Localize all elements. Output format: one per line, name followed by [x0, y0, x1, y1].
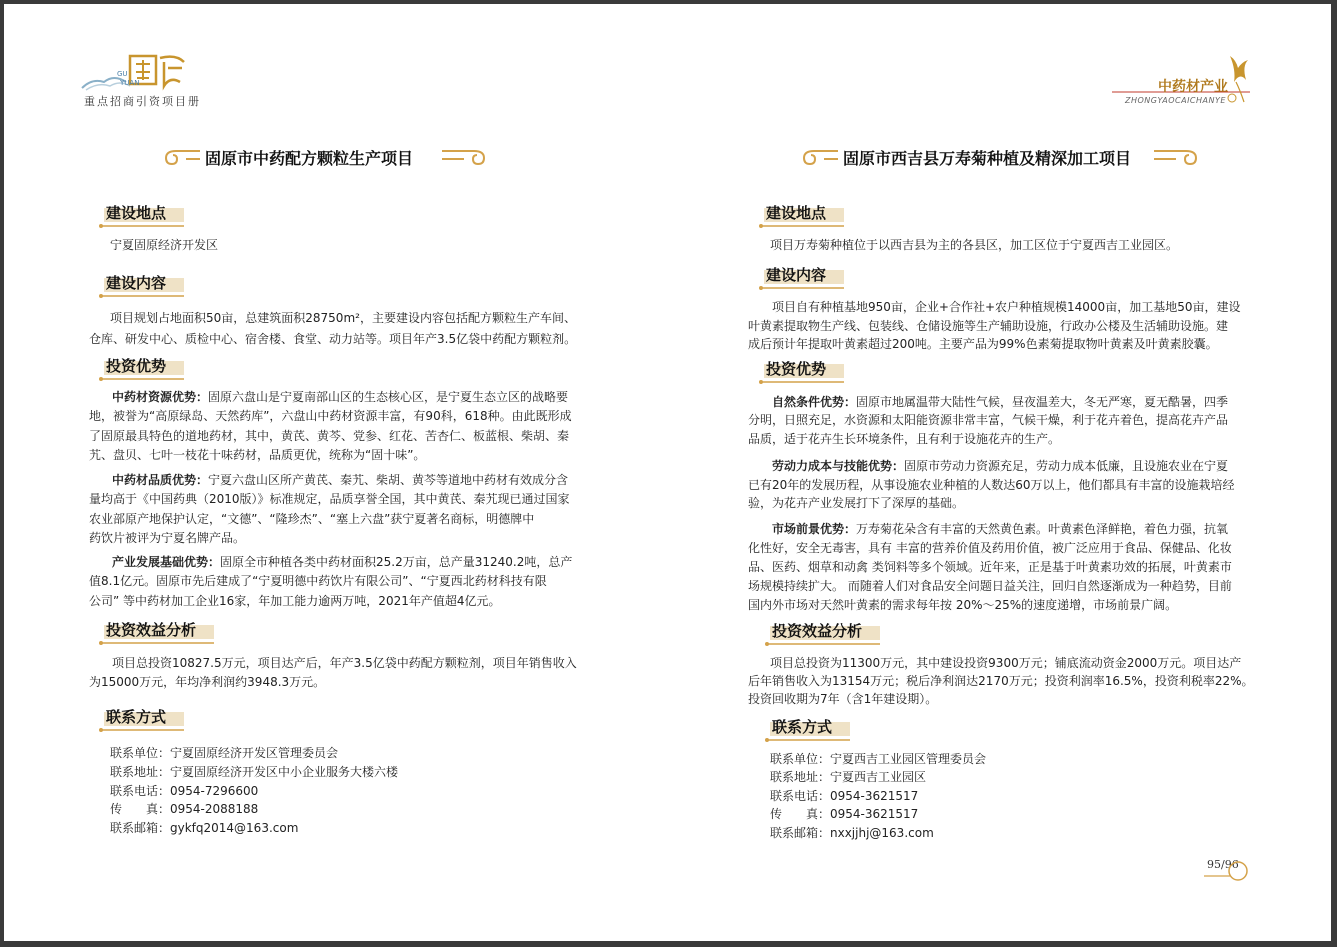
- left-adv2-label: 中药材品质优势：: [112, 473, 209, 487]
- page-number-ornament-icon: [1200, 856, 1252, 886]
- left-adv1-label: 中药材资源优势：: [112, 390, 209, 404]
- left-adv3-line2: 值8.1亿元。固原市先后建成了“宁夏明德中药饮片有限公司”、“宁夏西北药材科技有限: [89, 574, 547, 588]
- left-adv1-line2: 地，被誉为“高原绿岛、天然药库”，六盘山中药材资源丰富，有90科，618种。由此既形成: [89, 409, 572, 423]
- left-content-heading: 建设内容: [98, 270, 188, 300]
- right-contact-heading: 联系方式: [764, 714, 854, 744]
- right-location-text: 项目万寿菊种植位于以西吉县为主的各县区，加工区位于宁夏西吉工业园区。: [770, 238, 1179, 252]
- guyuan-logo-icon: [80, 52, 190, 94]
- right-content-heading: 建设内容: [758, 262, 848, 292]
- left-benefit-line2: 为15000万元，年均净利润约3948.3万元。: [89, 675, 326, 689]
- brochure-subtitle: 重点招商引资项目册: [84, 95, 201, 108]
- left-adv1-line1: 中药材资源优势：固原六盘山是宁夏南部山区的生态核心区，是宁夏生态立区的战略要: [112, 390, 569, 404]
- right-adv1-line1: 自然条件优势：固原市地属温带大陆性气候，昼夜温差大，冬无严寒，夏无酷暑，四季: [772, 395, 1229, 409]
- page-number: 95/96: [1207, 858, 1239, 871]
- left-adv2-line1: 中药材品质优势：宁夏六盘山区所产黄芪、秦艽、柴胡、黄芩等道地中药材有效成分含: [112, 473, 569, 487]
- logo-pinyin-bottom: YUAN: [120, 79, 140, 87]
- left-contact-address: 联系地址：宁夏固原经济开发区中小企业服务大楼六楼: [110, 765, 399, 779]
- left-adv2-line2: 量均高于《中国药典（2010版）》标准规定，品质享誉全国，其中黄芪、秦艽现已通过国家: [89, 492, 570, 506]
- right-benefit-heading: 投资效益分析: [764, 618, 884, 648]
- right-benefit-line1: 项目总投资为11300万元，其中建设投资9300万元；铺底流动资金2000万元。项目达产: [770, 656, 1242, 670]
- right-adv1-line3: 品质，适于花卉生长环境条件，且有利于设施花卉的生产。: [748, 432, 1061, 446]
- left-adv2-line3: 农业部原产地保护认定，“文德”、“隆珍杰”、“塞上六盘”获宁夏著名商标，明德牌中: [89, 512, 535, 526]
- left-project-title: 固原市中药配方颗粒生产项目: [205, 149, 414, 168]
- left-location-heading: 建设地点: [98, 200, 188, 230]
- left-advantage-heading: 投资优势: [98, 353, 188, 383]
- left-contact-heading: 联系方式: [98, 704, 188, 734]
- left-contact-fax: 传 真：0954-2088188: [110, 802, 259, 816]
- industry-title: 中药材产业: [1158, 79, 1228, 95]
- right-adv3-label: 市场前景优势：: [772, 522, 857, 536]
- right-adv1-line2: 分明，日照充足，水资源和太阳能资源非常丰富，气候干燥，利于花卉着色，提高花卉产品: [748, 413, 1229, 427]
- right-contact-address: 联系地址：宁夏西吉工业园区: [770, 770, 927, 784]
- right-adv3-line5: 国内外市场对天然叶黄素的需求每年按 20%～25%的速度递增，市场前景广阔。: [748, 598, 1178, 612]
- left-content-line1: 项目规划占地面积50亩，总建筑面积28750m²，主要建设内容包括配方颗粒生产车间、: [110, 311, 576, 325]
- title-swirl-right-icon: [440, 145, 488, 169]
- right-content-line3: 成后预计年提取叶黄素超过200吨。主要产品为99%色素菊提取物叶黄素及叶黄素胶囊。: [748, 337, 1218, 351]
- right-benefit-line2: 后年销售收入为13154万元；税后净利润达2170万元；投资利润率16.5%，投资利税率22%。: [748, 674, 1254, 688]
- left-adv1-line4: 艽、盘贝、七叶一枝花十味药材，品质更优，统称为“固十味”。: [89, 448, 426, 462]
- right-contact-phone: 联系电话：0954-3621517: [770, 789, 919, 803]
- right-contact-email[interactable]: 联系邮箱：nxxjjhj@163.com: [770, 826, 934, 840]
- left-benefit-heading: 投资效益分析: [98, 617, 218, 647]
- right-project-title: 固原市西吉县万寿菊种植及精深加工项目: [843, 149, 1132, 168]
- right-adv2-label: 劳动力成本与技能优势：: [772, 459, 905, 473]
- left-contact-phone: 联系电话：0954-7296600: [110, 784, 259, 798]
- right-adv2-line2: 已有20年的发展历程，从事设施农业种植的人数达60万以上，他们都具有丰富的设施栽培经: [748, 478, 1235, 492]
- right-adv1-label: 自然条件优势：: [772, 395, 857, 409]
- right-contact-unit: 联系单位：宁夏西吉工业园区管理委员会: [770, 752, 987, 766]
- right-adv3-line4: 场规模持续扩大。 而随着人们对食品安全问题日益关注，回归自然逐渐成为一种趋势，目前: [748, 579, 1232, 593]
- left-adv3-line3: 公司” 等中药材加工企业16家，年加工能力逾两万吨，2021年产值超4亿元。: [89, 594, 501, 608]
- title-swirl-left-icon: [162, 145, 202, 169]
- right-advantage-heading: 投资优势: [758, 356, 848, 386]
- left-adv1-line3: 了固原最具特色的道地药材，其中，黄芪、黄芩、党参、红花、苦杏仁、板蓝根、柴胡、秦: [89, 429, 570, 443]
- left-adv2-line4: 药饮片被评为宁夏名牌产品。: [89, 531, 246, 545]
- title-swirl-left-icon: [800, 145, 840, 169]
- left-location-text: 宁夏固原经济开发区: [110, 238, 219, 252]
- left-benefit-line1: 项目总投资10827.5万元，项目达产后，年产3.5亿袋中药配方颗粒剂，项目年销售收入: [112, 656, 577, 670]
- title-swirl-right-icon: [1152, 145, 1200, 169]
- left-adv3-label: 产业发展基础优势：: [112, 555, 221, 569]
- right-adv3-line3: 品、医药、烟草和动禽 类饲料等多个领域。近年来，正是基于叶黄素功效的拓展，叶黄素市: [748, 560, 1232, 574]
- left-content-line2: 仓库、研发中心、质检中心、宿舍楼、食堂、动力站等。项目年产3.5亿袋中药配方颗粒剂。: [89, 332, 577, 346]
- left-adv3-line1: 产业发展基础优势：固原全市种植各类中药材面积25.2万亩，总产量31240.2吨，总产: [112, 555, 573, 569]
- right-content-line1: 项目自有种植基地950亩，企业+合作社+农户种植规模14000亩，加工基地50亩，建设: [772, 300, 1241, 314]
- left-contact-email[interactable]: 联系邮箱：gykfq2014@163.com: [110, 821, 299, 835]
- right-adv3-line2: 化性好，安全无毒害，具有 丰富的营养价值及药用价值，被广泛应用于食品、保健品、化妆: [748, 541, 1232, 555]
- right-benefit-line3: 投资回收期为7年（含1年建设期）。: [748, 692, 938, 706]
- right-location-heading: 建设地点: [758, 200, 848, 230]
- right-adv2-line3: 验，为花卉产业发展打下了深厚的基础。: [748, 496, 965, 510]
- right-adv2-line1: 劳动力成本与技能优势：固原市劳动力资源充足，劳动力成本低廉，且设施农业在宁夏: [772, 459, 1229, 473]
- right-adv3-line1: 市场前景优势：万寿菊花朵含有丰富的天然黄色素。叶黄素色泽鲜艳，着色力强，抗氧: [772, 522, 1229, 536]
- industry-pinyin: ZHONGYAOCAICHANYE: [1125, 96, 1226, 105]
- left-contact-unit: 联系单位：宁夏固原经济开发区管理委员会: [110, 746, 339, 760]
- right-content-line2: 叶黄素提取物生产线、包装线、仓储设施等生产辅助设施，行政办公楼及生活辅助设施。建: [748, 319, 1229, 333]
- right-contact-fax: 传 真：0954-3621517: [770, 807, 919, 821]
- logo-pinyin-top: GU: [117, 70, 128, 78]
